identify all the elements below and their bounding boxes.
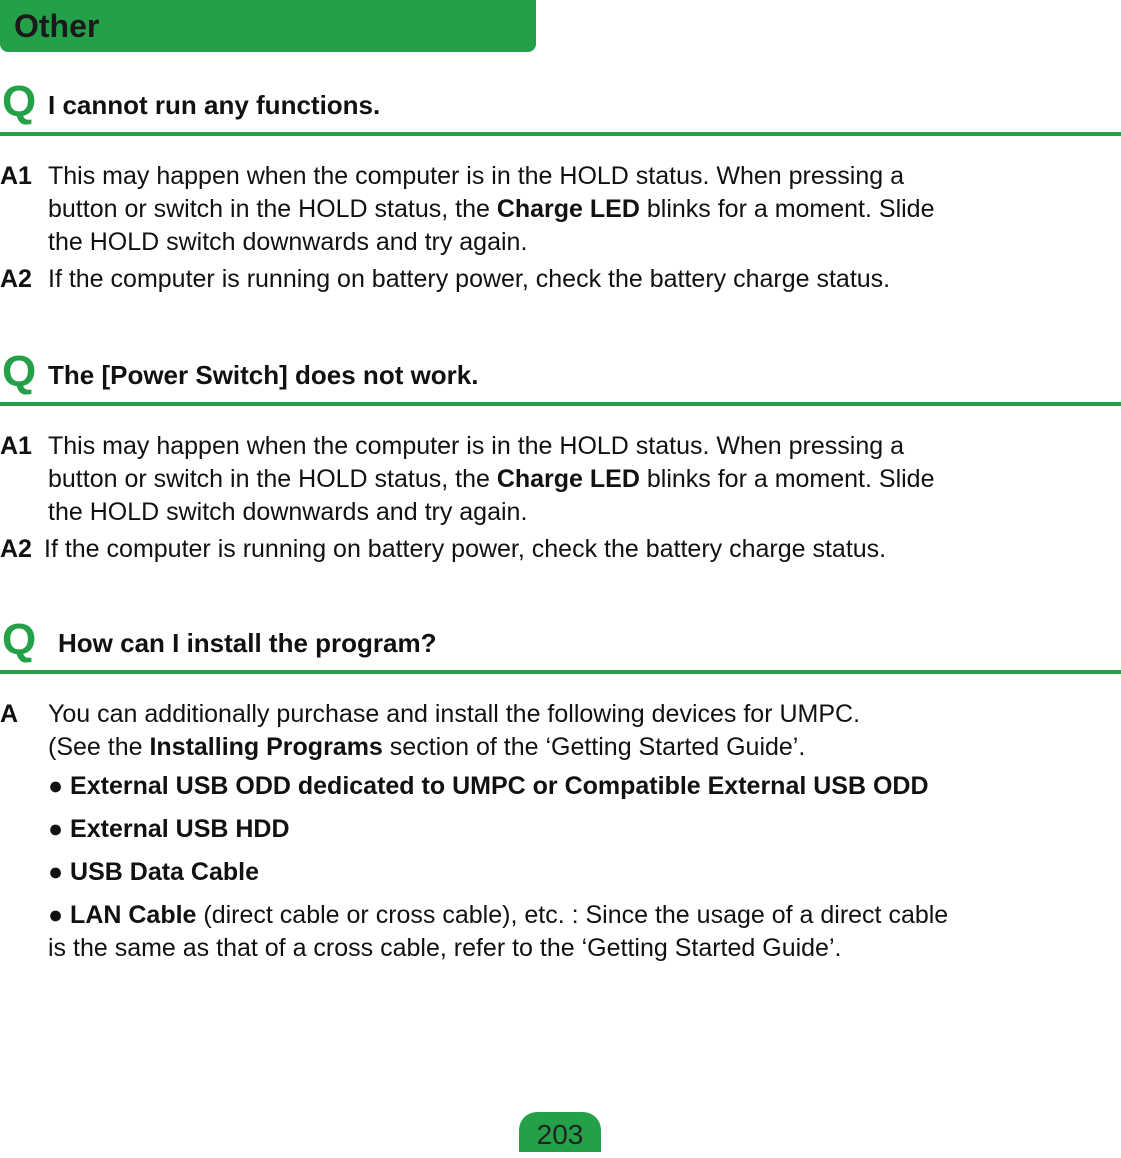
answer-line: the HOLD switch downwards and try again. [48, 228, 528, 256]
list-item: ● External USB ODD dedicated to UMPC or Compatible External USB ODD [48, 772, 929, 800]
q-marker: Q [2, 615, 37, 664]
list-item: ● USB Data Cable [48, 858, 259, 886]
question-title: The [Power Switch] does not work. [48, 360, 479, 390]
list-item: ● External USB HDD [48, 815, 290, 843]
answer-label: A2 [0, 535, 32, 563]
answer-line: This may happen when the computer is in the HOLD status. When pressing a [48, 432, 904, 460]
answer-a1 [0, 430, 1121, 530]
section-title: Other [14, 8, 100, 44]
answer-label: A [0, 700, 19, 728]
answer-line: button or switch in the HOLD status, the Charge LED blinks for a moment. Slide [48, 465, 935, 493]
question-divider [0, 670, 1121, 674]
question-title: How can I install the program? [58, 628, 437, 658]
answer-line: You can additionally purchase and install the following devices for UMPC. [48, 700, 861, 728]
faq-question-2 [0, 347, 1121, 563]
list-item-continuation: is the same as that of a cross cable, refer to the ‘Getting Started Guide’. [48, 934, 842, 962]
question-divider [0, 132, 1121, 136]
answer-line: If the computer is running on battery power, check the battery charge status. [48, 265, 891, 293]
answer-line: the HOLD switch downwards and try again. [48, 498, 528, 526]
answer-line: (See the Installing Programs section of the ‘Getting Started Guide’. [48, 733, 806, 761]
answer-a2 [0, 533, 1121, 567]
answer-label: A1 [0, 162, 32, 190]
section-header-tab [0, 0, 536, 52]
installing-programs-term: Installing Programs [149, 733, 383, 761]
answer-line: This may happen when the computer is in the HOLD status. When pressing a [48, 162, 904, 190]
question-title: I cannot run any functions. [48, 90, 381, 120]
faq-question-3 [0, 615, 1121, 962]
charge-led-term: Charge LED [496, 465, 640, 493]
charge-led-term: Charge LED [496, 195, 640, 223]
answer-a2 [0, 263, 1121, 297]
answer-a [0, 698, 1121, 768]
q-marker: Q [2, 347, 37, 396]
list-item: ● LAN Cable (direct cable or cross cable), etc. : Since the usage of a direct cable [48, 901, 949, 929]
answer-a1 [0, 160, 1121, 260]
answer-line: If the computer is running on battery power, check the battery charge status. [44, 535, 887, 563]
page-number-tab [519, 1112, 601, 1152]
faq-question-1 [0, 77, 1121, 293]
page-number: 203 [536, 1119, 584, 1150]
q-marker: Q [2, 77, 37, 126]
question-divider [0, 402, 1121, 406]
answer-line: button or switch in the HOLD status, the Charge LED blinks for a moment. Slide [48, 195, 935, 223]
answer-label: A1 [0, 432, 32, 460]
answer-label: A2 [0, 265, 32, 293]
